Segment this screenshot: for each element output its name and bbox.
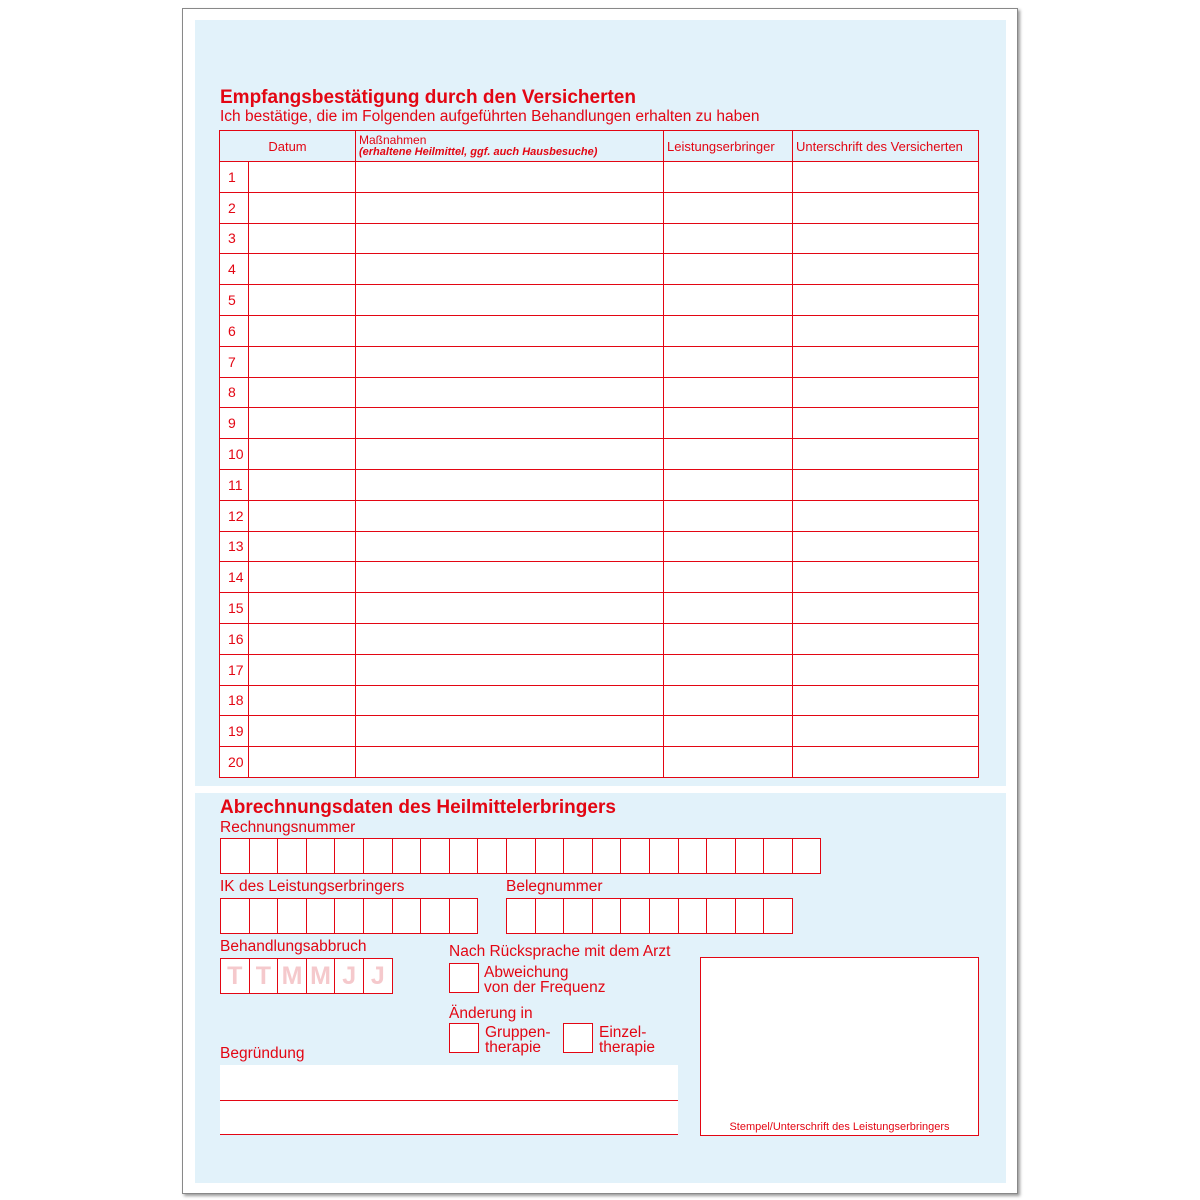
date-cell[interactable] — [249, 685, 356, 716]
date-digit-box[interactable]: J — [335, 958, 364, 994]
abort-label: Behandlungsabbruch — [220, 938, 367, 955]
row-number: 1 — [220, 162, 249, 193]
signature-cell[interactable] — [793, 192, 979, 223]
signature-cell[interactable] — [793, 716, 979, 747]
provider-cell[interactable] — [664, 192, 793, 223]
col-signature: Unterschrift des Versicherten — [793, 131, 979, 162]
digit-box[interactable] — [307, 838, 336, 874]
date-cell[interactable] — [249, 346, 356, 377]
row-number: 10 — [220, 439, 249, 470]
row-number: 18 — [220, 685, 249, 716]
deviation-label-1: Abweichung — [484, 964, 569, 981]
digit-box[interactable] — [393, 898, 422, 934]
measures-cell[interactable] — [356, 716, 664, 747]
provider-cell[interactable] — [664, 469, 793, 500]
date-cell[interactable] — [249, 408, 356, 439]
col-provider: Leistungserbringer — [664, 131, 793, 162]
row-number: 2 — [220, 192, 249, 223]
date-cell[interactable] — [249, 654, 356, 685]
date-cell[interactable] — [249, 747, 356, 778]
digit-box[interactable] — [364, 838, 393, 874]
provider-cell[interactable] — [664, 562, 793, 593]
signature-cell[interactable] — [793, 408, 979, 439]
table-row — [220, 254, 979, 285]
date-cell[interactable] — [249, 716, 356, 747]
measures-cell[interactable] — [356, 254, 664, 285]
deviation-checkbox[interactable] — [449, 963, 479, 993]
measures-cell[interactable] — [356, 285, 664, 316]
provider-cell[interactable] — [664, 654, 793, 685]
signature-cell[interactable] — [793, 254, 979, 285]
measures-cell[interactable] — [356, 623, 664, 654]
treatment-table — [219, 130, 979, 778]
measures-cell[interactable] — [356, 500, 664, 531]
digit-box[interactable] — [536, 838, 565, 874]
digit-box[interactable] — [707, 838, 736, 874]
provider-cell[interactable] — [664, 377, 793, 408]
provider-cell[interactable] — [664, 623, 793, 654]
provider-cell[interactable] — [664, 593, 793, 624]
digit-box[interactable] — [450, 898, 479, 934]
table-row — [220, 562, 979, 593]
signature-cell[interactable] — [793, 377, 979, 408]
date-digit-box[interactable]: T — [250, 958, 279, 994]
table-row — [220, 285, 979, 316]
col-measures-note: (erhaltene Heilmittel, ggf. auch Hausbesuche) — [359, 145, 598, 158]
row-number: 12 — [220, 500, 249, 531]
digit-box[interactable] — [364, 898, 393, 934]
digit-box[interactable] — [764, 898, 793, 934]
measures-cell[interactable] — [356, 377, 664, 408]
signature-cell[interactable] — [793, 747, 979, 778]
invoice-label: Rechnungsnummer — [220, 819, 356, 836]
date-cell[interactable] — [249, 469, 356, 500]
row-number: 4 — [220, 254, 249, 285]
table-row — [220, 162, 979, 193]
change-label: Änderung in — [449, 1005, 533, 1022]
digit-box[interactable] — [307, 898, 336, 934]
table-row — [220, 593, 979, 624]
digit-box[interactable] — [221, 898, 250, 934]
provider-cell[interactable] — [664, 285, 793, 316]
digit-box[interactable] — [679, 898, 708, 934]
digit-box[interactable] — [764, 838, 793, 874]
digit-box[interactable] — [278, 898, 307, 934]
digit-box[interactable] — [564, 898, 593, 934]
row-number: 20 — [220, 747, 249, 778]
table-row — [220, 346, 979, 377]
measures-cell[interactable] — [356, 439, 664, 470]
signature-cell[interactable] — [793, 346, 979, 377]
col-date: Datum — [220, 131, 356, 162]
digit-box[interactable] — [250, 898, 279, 934]
group-label-1: Gruppen- — [485, 1024, 551, 1041]
table-row — [220, 223, 979, 254]
table-row — [220, 469, 979, 500]
signature-cell[interactable] — [793, 285, 979, 316]
ik-label: IK des Leistungserbringers — [220, 878, 405, 895]
signature-cell[interactable] — [793, 469, 979, 500]
provider-cell[interactable] — [664, 408, 793, 439]
row-number: 15 — [220, 593, 249, 624]
measures-cell[interactable] — [356, 747, 664, 778]
provider-cell[interactable] — [664, 315, 793, 346]
signature-cell[interactable] — [793, 593, 979, 624]
digit-box[interactable] — [593, 838, 622, 874]
signature-cell[interactable] — [793, 500, 979, 531]
table-row — [220, 716, 979, 747]
date-cell[interactable] — [249, 562, 356, 593]
row-number: 8 — [220, 377, 249, 408]
signature-cell[interactable] — [793, 162, 979, 193]
date-cell[interactable] — [249, 623, 356, 654]
table-row — [220, 654, 979, 685]
abort-date-field[interactable] — [220, 958, 393, 994]
date-digit-box[interactable]: M — [278, 958, 307, 994]
row-number: 14 — [220, 562, 249, 593]
digit-box[interactable] — [793, 838, 822, 874]
digit-box[interactable] — [536, 898, 565, 934]
billing-title: Abrechnungsdaten des Heilmittelerbringers — [220, 797, 616, 818]
single-label-2: therapie — [599, 1039, 656, 1056]
provider-cell[interactable] — [664, 439, 793, 470]
signature-cell[interactable] — [793, 685, 979, 716]
table-row — [220, 377, 979, 408]
date-cell[interactable] — [249, 315, 356, 346]
row-number: 3 — [220, 223, 249, 254]
digit-box[interactable] — [421, 838, 450, 874]
date-cell[interactable] — [249, 439, 356, 470]
table-row — [220, 192, 979, 223]
digit-box[interactable] — [478, 838, 507, 874]
measures-cell[interactable] — [356, 469, 664, 500]
receipt-subtitle: Ich bestätige, die im Folgenden aufgeführten Behandlungen erhalten zu haben — [220, 108, 760, 125]
table-row — [220, 531, 979, 562]
col-measures: Maßnahmen — [359, 132, 427, 147]
date-digit-box[interactable]: T — [221, 958, 250, 994]
row-number: 9 — [220, 408, 249, 439]
provider-cell[interactable] — [664, 500, 793, 531]
provider-cell[interactable] — [664, 254, 793, 285]
measures-cell[interactable] — [356, 223, 664, 254]
measures-cell[interactable] — [356, 562, 664, 593]
signature-cell[interactable] — [793, 623, 979, 654]
table-row — [220, 685, 979, 716]
measures-cell[interactable] — [356, 315, 664, 346]
table-row — [220, 500, 979, 531]
digit-box[interactable] — [650, 898, 679, 934]
receipt-title: Empfangsbestätigung durch den Versicherten — [220, 87, 636, 108]
measures-cell[interactable] — [356, 346, 664, 377]
digit-box[interactable] — [564, 838, 593, 874]
digit-box[interactable] — [335, 898, 364, 934]
table-row — [220, 439, 979, 470]
row-number: 16 — [220, 623, 249, 654]
table-row — [220, 408, 979, 439]
row-number: 6 — [220, 315, 249, 346]
doctor-label: Nach Rücksprache mit dem Arzt — [449, 943, 671, 960]
single-therapy-checkbox[interactable] — [563, 1023, 593, 1053]
date-cell[interactable] — [249, 377, 356, 408]
digit-box[interactable] — [450, 838, 479, 874]
invoice-number-field[interactable] — [220, 838, 821, 874]
measures-cell[interactable] — [356, 162, 664, 193]
measures-cell[interactable] — [356, 593, 664, 624]
measures-cell[interactable] — [356, 685, 664, 716]
digit-box[interactable] — [335, 838, 364, 874]
date-cell[interactable] — [249, 162, 356, 193]
receipt-number-label: Belegnummer — [506, 878, 603, 895]
ik-field[interactable] — [220, 898, 478, 934]
digit-box[interactable] — [507, 838, 536, 874]
provider-cell[interactable] — [664, 531, 793, 562]
date-cell[interactable] — [249, 254, 356, 285]
signature-cell[interactable] — [793, 562, 979, 593]
digit-box[interactable] — [250, 838, 279, 874]
digit-box[interactable] — [736, 898, 765, 934]
stamp-label: Stempel/Unterschrift des Leistungserbringers — [729, 1121, 950, 1133]
signature-cell[interactable] — [793, 315, 979, 346]
measures-cell[interactable] — [356, 192, 664, 223]
provider-cell[interactable] — [664, 716, 793, 747]
digit-box[interactable] — [393, 838, 422, 874]
provider-cell[interactable] — [664, 223, 793, 254]
date-cell[interactable] — [249, 593, 356, 624]
digit-box[interactable] — [621, 898, 650, 934]
provider-cell[interactable] — [664, 346, 793, 377]
stamp-box[interactable] — [700, 957, 979, 1136]
table-row — [220, 747, 979, 778]
group-therapy-checkbox[interactable] — [449, 1023, 479, 1053]
signature-cell[interactable] — [793, 223, 979, 254]
table-row — [220, 623, 979, 654]
measures-cell[interactable] — [356, 654, 664, 685]
receipt-number-field[interactable] — [506, 898, 793, 934]
signature-cell[interactable] — [793, 531, 979, 562]
signature-cell[interactable] — [793, 654, 979, 685]
date-cell[interactable] — [249, 192, 356, 223]
signature-cell[interactable] — [793, 439, 979, 470]
digit-box[interactable] — [221, 838, 250, 874]
digit-box[interactable] — [736, 838, 765, 874]
row-number: 19 — [220, 716, 249, 747]
group-label-2: therapie — [485, 1039, 542, 1056]
date-cell[interactable] — [249, 500, 356, 531]
digit-box[interactable] — [621, 838, 650, 874]
digit-box[interactable] — [650, 838, 679, 874]
date-digit-box[interactable]: J — [364, 958, 393, 994]
single-label-1: Einzel- — [599, 1024, 647, 1041]
provider-cell[interactable] — [664, 685, 793, 716]
reason-label: Begründung — [220, 1045, 305, 1062]
date-cell[interactable] — [249, 223, 356, 254]
row-number: 13 — [220, 531, 249, 562]
table-row — [220, 315, 979, 346]
row-number: 17 — [220, 654, 249, 685]
provider-cell[interactable] — [664, 747, 793, 778]
date-cell[interactable] — [249, 285, 356, 316]
date-digit-box[interactable]: M — [307, 958, 336, 994]
digit-box[interactable] — [593, 898, 622, 934]
digit-box[interactable] — [278, 838, 307, 874]
digit-box[interactable] — [507, 898, 536, 934]
measures-cell[interactable] — [356, 408, 664, 439]
digit-box[interactable] — [707, 898, 736, 934]
digit-box[interactable] — [679, 838, 708, 874]
measures-cell[interactable] — [356, 531, 664, 562]
row-number: 7 — [220, 346, 249, 377]
reason-field[interactable] — [220, 1065, 678, 1135]
deviation-label-2: von der Frequenz — [484, 979, 606, 996]
row-number: 11 — [220, 469, 249, 500]
row-number: 5 — [220, 285, 249, 316]
provider-cell[interactable] — [664, 162, 793, 193]
date-cell[interactable] — [249, 531, 356, 562]
digit-box[interactable] — [421, 898, 450, 934]
